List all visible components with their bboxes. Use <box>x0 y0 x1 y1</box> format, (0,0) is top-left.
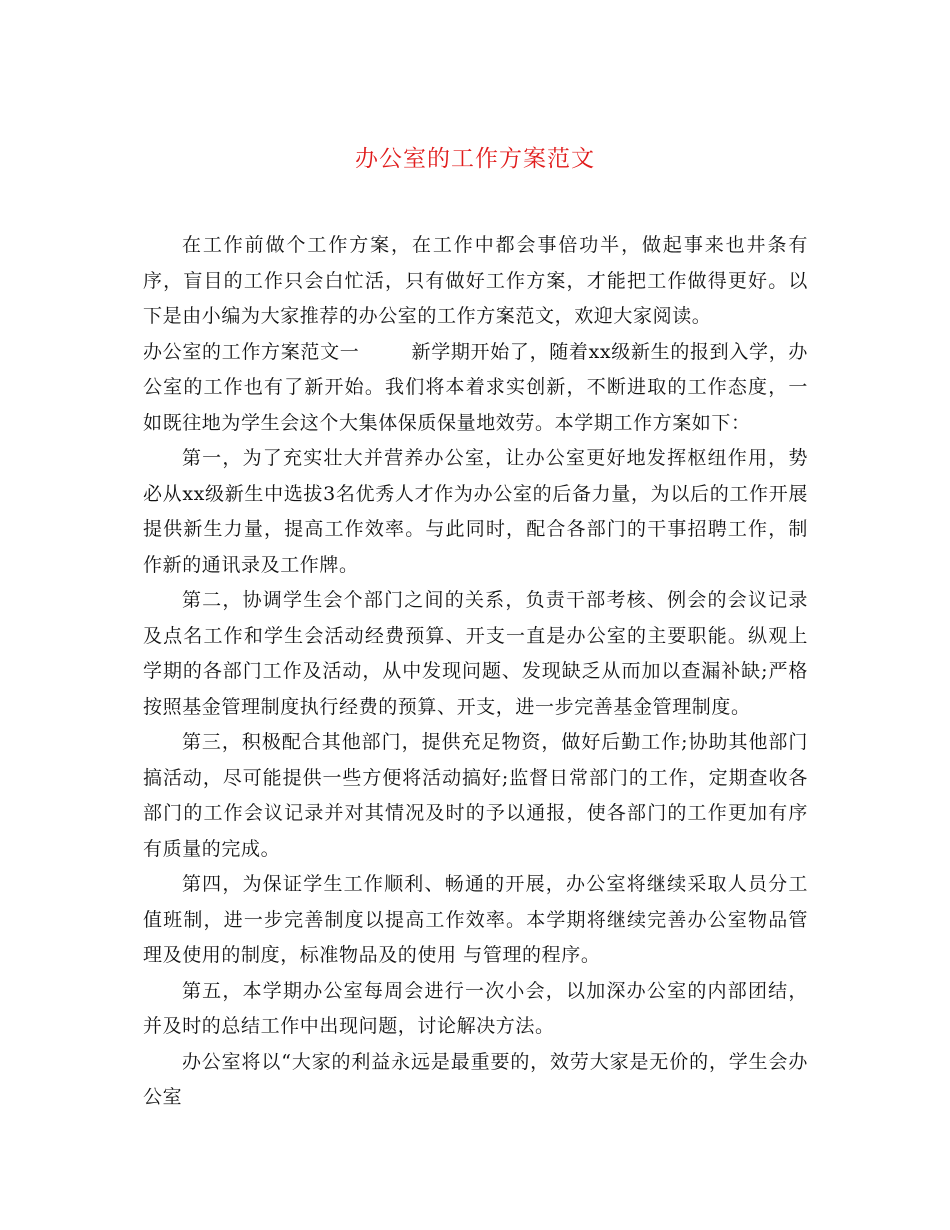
point-paragraph-3: 第三，积极配合其他部门，提供充足物资，做好后勤工作;协助其他部门搞活动，尽可能提供一些方便将活动搞好;监督日常部门的工作，定期查收各部门的工作会议记录并对其情况及时的予以通报，使各部门的工作更加有序有质量的完成。 <box>143 731 808 860</box>
section-heading: 办公室的工作方案范文一 <box>143 340 360 363</box>
document-title: 办公室的工作方案范文 <box>355 146 595 172</box>
section-paragraph <box>143 335 808 442</box>
closing-paragraph: 办公室将以“大家的利益永远是最重要的，效劳大家是无价的，学生会办公室 <box>143 1050 808 1108</box>
point-paragraph-5: 第五，本学期办公室每周会进行一次小会，以加深办公室的内部团结，并及时的总结工作中出现问题，讨论解决方法。 <box>143 979 808 1037</box>
point-paragraph-2: 第二，协调学生会个部门之间的关系，负责干部考核、例会的会议记录及点名工作和学生会活动经费预算、开支一直是办公室的主要职能。纵观上学期的各部门工作及活动，从中发现问题、发现缺乏从而加以查漏补缺;严格按照基金管理制度执行经费的预算、开支，进一步完善基金管理制度。 <box>143 589 808 718</box>
document-body <box>143 228 808 1116</box>
point-paragraph-1: 第一，为了充实壮大并营养办公室，让办公室更好地发挥枢纽作用，势必从xx级新生中选拔3名优秀人才作为办公室的后备力量，为以后的工作开展提供新生力量，提高工作效率。与此同时，配合各部门的干事招聘工作，制作新的通讯录及工作牌。 <box>143 447 808 576</box>
intro-paragraph: 在工作前做个工作方案，在工作中都会事倍功半，做起事来也井条有序，盲目的工作只会白忙活，只有做好工作方案，才能把工作做得更好。以下是由小编为大家推荐的办公室的工作方案范文，欢迎大家阅读。 <box>143 234 808 327</box>
point-paragraph-4: 第四，为保证学生工作顺利、畅通的开展，办公室将继续采取人员分工值班制，进一步完善制度以提高工作效率。本学期将继续完善办公室物品管理及使用的制度，标准物品及的使用 与管理的程序。 <box>143 873 808 966</box>
section-intro: 新学期开始了，随着xx级新生的报到入学，办公室的工作也有了新开始。我们将本着求实创新，不断进取的工作态度，一如既往地为学生会这个大集体保质保量地效劳。本学期工作方案如下： <box>143 340 808 434</box>
